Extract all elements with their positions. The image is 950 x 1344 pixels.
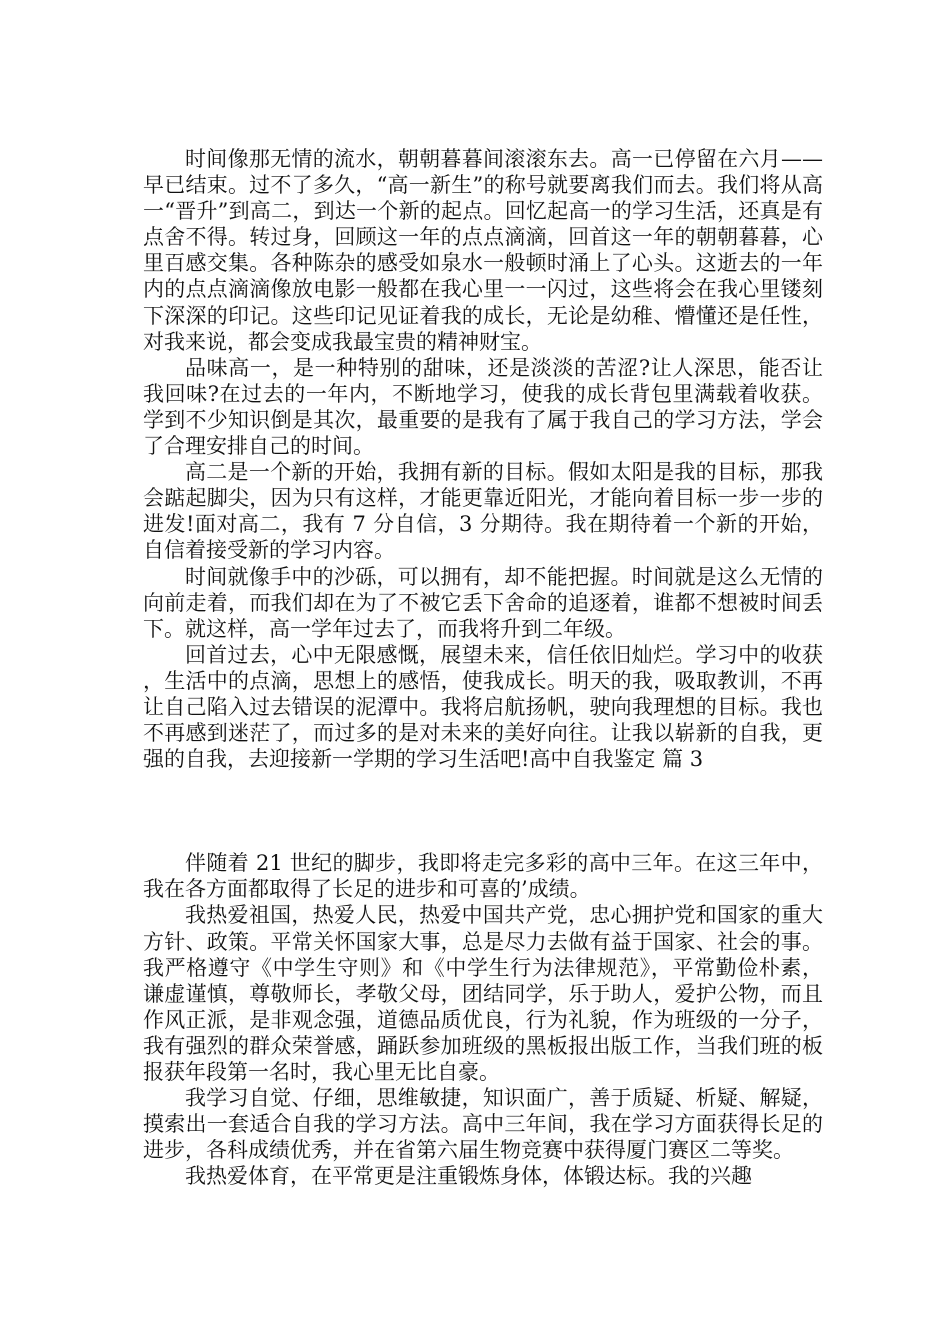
section-gap <box>143 772 823 850</box>
paragraph: 品味高一，是一种特别的甜味，还是淡淡的苦涩?让人深思，能否让我回味?在过去的一年内，不断地学习，使我的成长背包里满载着收获。学到不少知识倒是其次，最重要的是我有了属于我自己的学习方法，学会了合理安排自己的时间。 <box>143 355 823 459</box>
paragraph: 高二是一个新的开始，我拥有新的目标。假如太阳是我的目标，那我会踮起脚尖，因为只有这样，才能更靠近阳光，才能向着目标一步一步的进发!面对高二，我有 7 分自信，3 分期待。我在期待着一个新的开始，自信着接受新的学习内容。 <box>143 460 823 563</box>
paragraph: 我学习自觉、仔细，思维敏捷，知识面广，善于质疑、析疑、解疑，摸索出一套适合自我的学习方法。高中三年间，我在学习方面获得长足的进步，各科成绩优秀，并在省第六届生物竞赛中获得厦门赛区二等奖。 <box>143 1086 823 1163</box>
paragraph: 我热爱体育，在平常更是注重锻炼身体，体锻达标。我的兴趣 <box>185 1164 752 1189</box>
paragraph: 我热爱祖国，热爱人民，热爱中国共产党，忠心拥护党和国家的重大方针、政策。平常关怀国家大事，总是尽力去做有益于国家、社会的事。我严格遵守《中学生守则》和《中学生行为法律规范》，平常勤俭朴素，谦虚谨慎，尊敬师长，孝敬父母，团结同学，乐于助人，爱护公物，而且作风正派，是非观念强，道德品质优良，行为礼貌，作为班级的一分子，我有强烈的群众荣誉感，踊跃参加班级的黑板报出版工作，当我们班的板报获年段第一名时，我心里无比自豪。 <box>143 903 823 1084</box>
paragraph: 回首过去，心中无限感慨，展望未来，信任依旧灿烂。学习中的收获，生活中的点滴，思想上的感悟，使我成长。明天的我，吸取教训，不再让自己陷入过去错误的泥潭中。我将启航扬帆，驶向我理想的目标。我也不再感到迷茫了，而过多的是对未来的美好向往。让我以崭新的自我，更强的自我，去迎接新一学期的学习生活吧!高中自我鉴定 篇 3 <box>143 642 823 772</box>
paragraph: 时间像那无情的流水，朝朝暮暮间滚滚东去。高一已停留在六月——早已结束。过不了多久，“高一新生”的称号就要离我们而去。我们将从高一“晋升”到高二，到达一个新的起点。回忆起高一的学习生活，还真是有点舍不得。转过身，回顾这一年的点点滴滴，回首这一年的朝朝暮暮，心里百感交集。各种陈杂的感受如泉水一般顿时涌上了心头。这逝去的一年内的点点滴滴像放电影一般都在我心里一一闪过，这些将会在我心里镂刻下深深的印记。这些印记见证着我的成长，无论是幼稚、懵懂还是任性，对我来说，都会变成我最宝贵的精神财宝。 <box>143 147 823 354</box>
document-body <box>143 146 823 1189</box>
paragraph: 时间就像手中的沙砾，可以拥有，却不能把握。时间就是这么无情的向前走着，而我们却在为了不被它丢下舍命的追逐着，谁都不想被时间丢下。就这样，高一学年过去了，而我将升到二年级。 <box>143 564 823 641</box>
paragraph: 伴随着 21 世纪的脚步，我即将走完多彩的高中三年。在这三年中，我在各方面都取得了长足的进步和可喜的’成绩。 <box>143 851 823 902</box>
